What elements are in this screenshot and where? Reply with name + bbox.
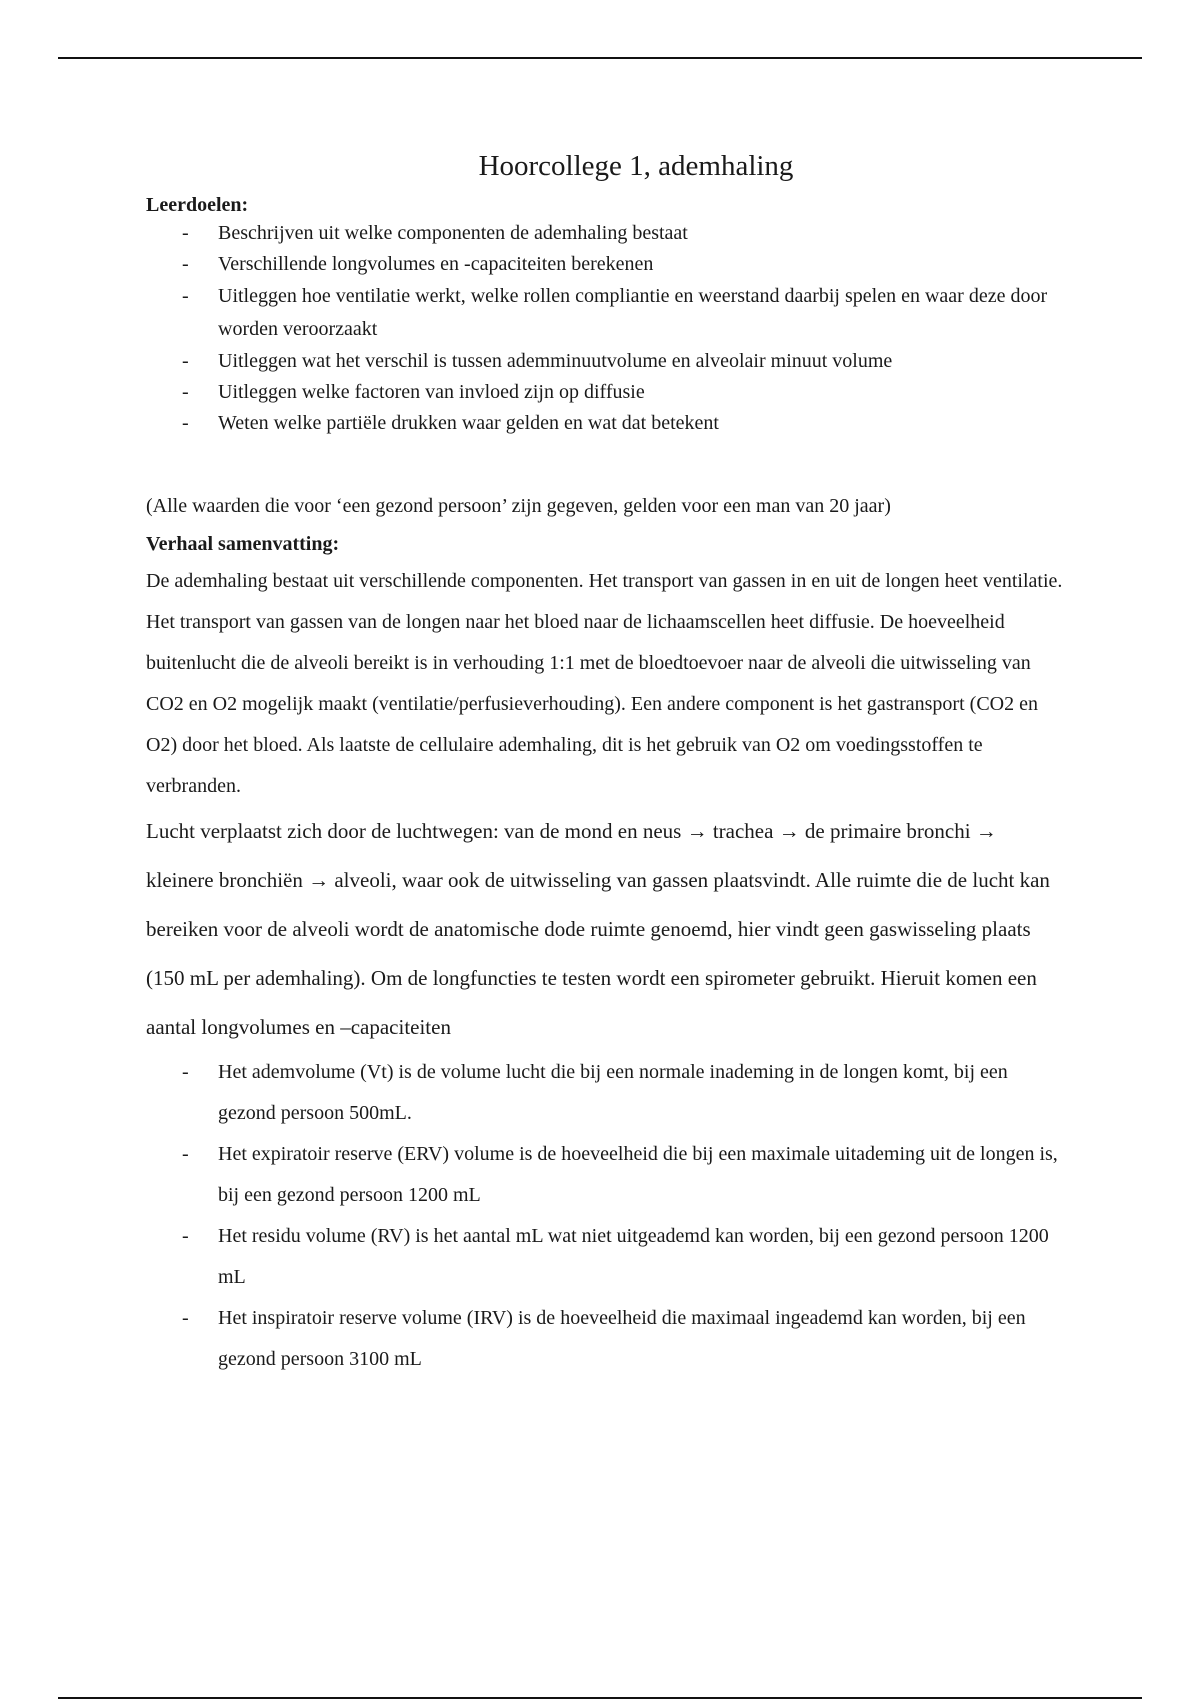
summary-heading: Verhaal samenvatting: <box>146 533 340 555</box>
page-title: Hoorcollege 1, ademhaling <box>478 150 794 182</box>
summary-paragraph-components: De ademhaling bestaat uit verschillende componenten. Het transport van gassen in en uit de longen heet ventilatie. Het transport van gassen van de longen naar het bloed naar de lichaamscellen heet diffusie. De hoeveelheid buitenlucht die de alveoli bereikt is in verhouding 1:1 met de bloedtoevoer naar de alveoli die uitwisseling van CO2 en O2 mogelijk maakt (ventilatie/perfusieverhouding). Een andere component is het gastransport (CO2 en O2) door het bloed. Als laatste de cellulaire ademhaling, dit is het gebruik van O2 om voedingsstoffen te verbranden. <box>146 570 1063 797</box>
header-rule <box>58 57 1142 59</box>
goal-item: - Uitleggen welke factoren van invloed zijn op diffusie <box>146 377 1066 408</box>
goal-item: - Uitleggen hoe ventilatie werkt, welke rollen compliantie en weerstand daarbij spelen en waar deze door worden veroorzaakt <box>146 280 1066 346</box>
lung-volume-item: - Het ademvolume (Vt) is de volume lucht die bij een normale inademing in de longen komt, bij een gezond persoon 500mL. <box>146 1052 1066 1134</box>
summary-paragraph-airways: Lucht verplaatst zich door de luchtwegen: van de mond en neus → trachea → de primaire bronchi → kleinere bronchiën → alveoli, waar ook de uitwisseling van gassen plaatsvindt. Alle ruimte die de lucht kan bereiken voor de alveoli wordt de anatomische dode ruimte genoemd, hier vindt geen gaswisseling plaats (150 mL per ademhaling). Om de longfuncties te testen wordt een spirometer gebruikt. Hieruit komen een aantal longvolumes en –capaciteiten <box>146 819 1050 1039</box>
lung-volume-item: - Het expiratoir reserve (ERV) volume is de hoeveelheid die bij een maximale uitademing uit de longen is, bij een gezond persoon 1200 mL <box>146 1134 1066 1216</box>
goal-item: - Uitleggen wat het verschil is tussen ademminuutvolume en alveolair minuut volume <box>146 346 1066 377</box>
goal-item: - Verschillende longvolumes en -capaciteiten berekenen <box>146 249 1066 280</box>
document-body <box>146 146 1066 1380</box>
lung-volumes-list <box>146 1052 1066 1380</box>
goals-list <box>146 218 1066 439</box>
goals-heading: Leerdoelen: <box>146 194 249 216</box>
goal-item: - Weten welke partiële drukken waar gelden en wat dat betekent <box>146 408 1066 439</box>
values-note: (Alle waarden die voor ‘een gezond persoon’ zijn gegeven, gelden voor een man van 20 jaar) <box>146 495 891 517</box>
lung-volume-item: - Het residu volume (RV) is het aantal mL wat niet uitgeademd kan worden, bij een gezond persoon 1200 mL <box>146 1216 1066 1298</box>
lung-volume-item: - Het inspiratoir reserve volume (IRV) is de hoeveelheid die maximaal ingeademd kan worden, bij een gezond persoon 3100 mL <box>146 1298 1066 1380</box>
footer-rule <box>58 1697 1142 1699</box>
goal-item: - Beschrijven uit welke componenten de ademhaling bestaat <box>146 218 1066 249</box>
